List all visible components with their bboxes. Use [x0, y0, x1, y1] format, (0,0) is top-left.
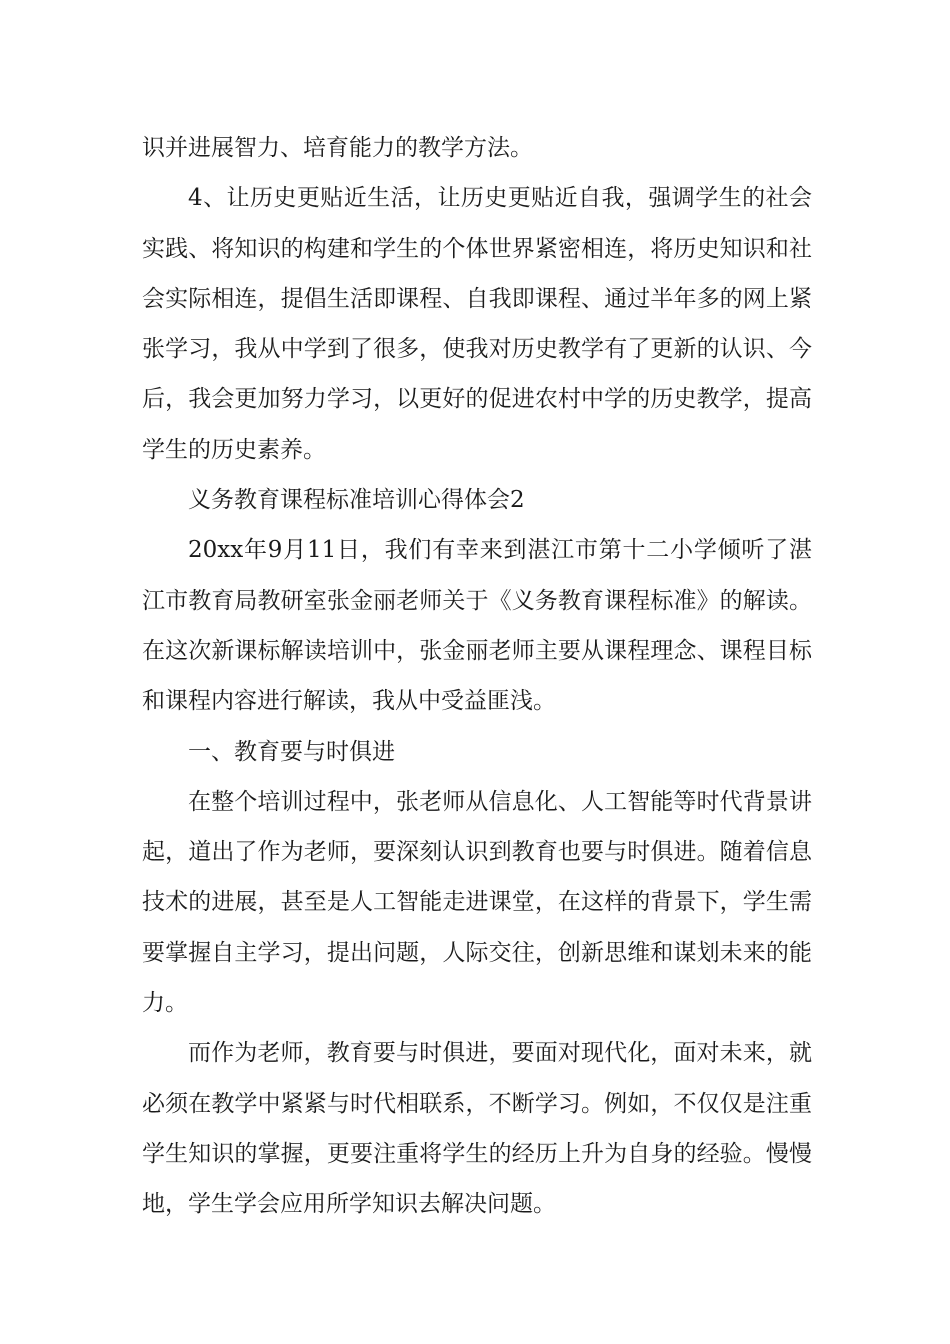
section-title: 义务教育课程标准培训心得体会2	[188, 487, 525, 514]
paragraph-continuation: 识并进展智力、培育能力的教学方法。	[142, 135, 533, 161]
document-body	[142, 123, 812, 1230]
paragraph-body-2: 而作为老师，教育要与时俱进，要面对现代化，面对未来，就必须在教学中紧紧与时代相联系，不断学习。例如，不仅仅是注重学生知识的掌握，更要注重将学生的经历上升为自身的经验。慢慢地，学生学会应用所学知识去解决问题。	[142, 1040, 812, 1218]
paragraph-point-4: 4、让历史更贴近生活，让历史更贴近自我，强调学生的社会实践、将知识的构建和学生的个体世界紧密相连，将历史知识和社会实际相连，提倡生活即课程、自我即课程、通过半年多的网上紧张学习，我从中学到了很多，使我对历史教学有了更新的认识、今后，我会更加努力学习，以更好的促进农村中学的历史教学，提高学生的历史素养。	[142, 185, 812, 463]
subheading-1: 一、教育要与时俱进	[188, 738, 395, 765]
paragraph-intro: 20xx年9月11日，我们有幸来到湛江市第十二小学倾听了湛江市教育局教研室张金丽老师关于《义务教育课程标准》的解读。在这次新课标解读培训中，张金丽老师主要从课程理念、课程目标和课程内容进行解读，我从中受益匪浅。	[142, 537, 812, 715]
paragraph-body-1: 在整个培训过程中，张老师从信息化、人工智能等时代背景讲起，道出了作为老师，要深刻认识到教育也要与时俱进。随着信息技术的进展，甚至是人工智能走进课堂，在这样的背景下，学生需要掌握自主学习，提出问题，人际交往，创新思维和谋划未来的能力。	[142, 788, 812, 1017]
